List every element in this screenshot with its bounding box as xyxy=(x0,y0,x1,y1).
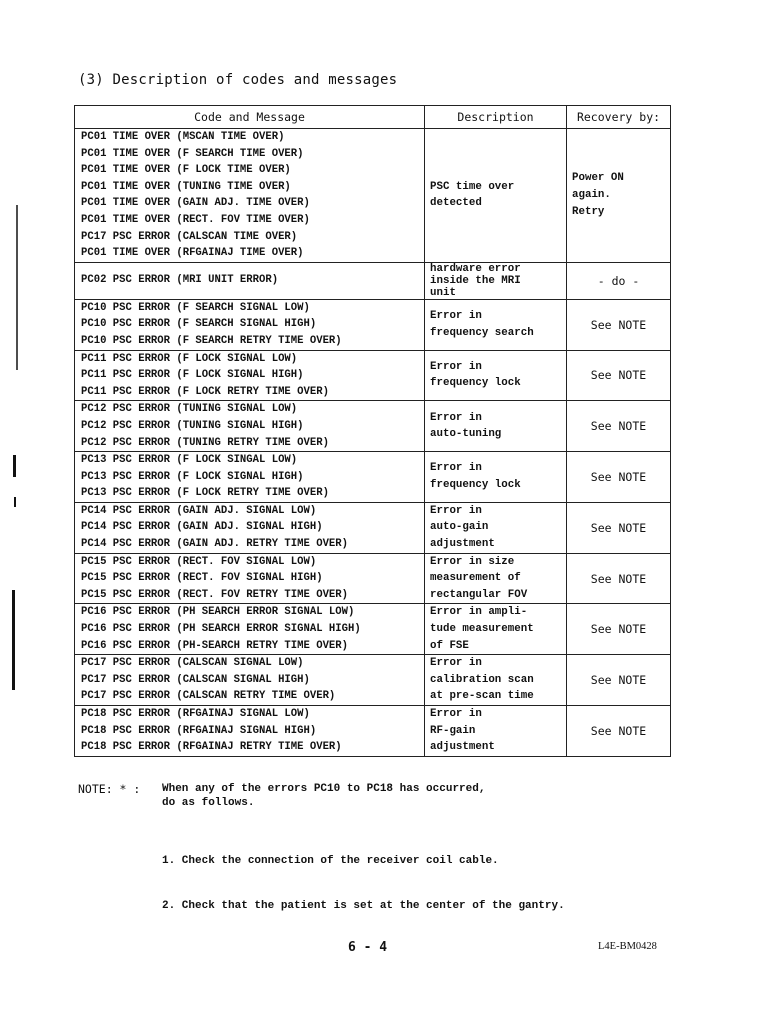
scan-mark xyxy=(16,205,18,370)
table-row xyxy=(75,129,671,263)
table-header-row xyxy=(75,106,671,129)
code-message-line: PC01 TIME OVER (RECT. FOV TIME OVER) xyxy=(81,213,310,226)
description-cell: Error in calibration scan at pre-scan time xyxy=(425,655,567,706)
code-message-line: PC16 PSC ERROR (PH-SEARCH RETRY TIME OVER) xyxy=(81,639,349,652)
code-message-line: PC11 PSC ERROR (F LOCK RETRY TIME OVER) xyxy=(81,385,329,398)
table-row xyxy=(75,452,671,503)
note-text: When any of the errors PC10 to PC18 has occurred, do as follows. xyxy=(162,783,486,809)
description-cell: Error in size measurement of rectangular FOV xyxy=(425,553,567,604)
header-code-message: Code and Message xyxy=(75,106,425,129)
code-message-line: PC11 PSC ERROR (F LOCK SIGNAL HIGH) xyxy=(81,369,304,382)
code-message-line: PC12 PSC ERROR (TUNING SIGNAL HIGH) xyxy=(81,419,304,432)
recovery-cell: See NOTE xyxy=(567,401,671,452)
document-id: L4E-BM0428 xyxy=(598,941,657,952)
code-message-line: PC13 PSC ERROR (F LOCK RETRY TIME OVER) xyxy=(81,487,329,500)
code-message-line: PC17 PSC ERROR (CALSCAN RETRY TIME OVER) xyxy=(81,690,336,703)
section-heading: (3) Description of codes and messages xyxy=(78,72,398,88)
code-message-line: PC01 TIME OVER (RFGAINAJ TIME OVER) xyxy=(81,247,304,260)
table-row xyxy=(75,553,671,604)
description-cell: Error in auto-gain adjustment xyxy=(425,502,567,553)
note-label: NOTE: * : xyxy=(78,782,141,796)
codes-table xyxy=(74,105,671,757)
code-message-line: PC02 PSC ERROR (MRI UNIT ERROR) xyxy=(81,274,279,287)
code-message-line: PC15 PSC ERROR (RECT. FOV SIGNAL HIGH) xyxy=(81,572,323,585)
code-message-line: PC17 PSC ERROR (CALSCAN TIME OVER) xyxy=(81,230,298,243)
description-cell: PSC time over detected xyxy=(425,129,567,263)
scan-mark xyxy=(14,497,16,507)
description-cell: Error in RF-gain adjustment xyxy=(425,706,567,757)
code-message-line: PC18 PSC ERROR (RFGAINAJ RETRY TIME OVER) xyxy=(81,741,342,754)
table-row xyxy=(75,299,671,350)
note-step-2: 2. Check that the patient is set at the center of the gantry. xyxy=(162,900,565,912)
table-row xyxy=(75,262,671,299)
code-message-line: PC12 PSC ERROR (TUNING SIGNAL LOW) xyxy=(81,403,298,416)
code-message-line: PC12 PSC ERROR (TUNING RETRY TIME OVER) xyxy=(81,436,329,449)
recovery-cell: See NOTE xyxy=(567,706,671,757)
code-message-line: PC18 PSC ERROR (RFGAINAJ SIGNAL LOW) xyxy=(81,708,310,720)
code-message-line: PC16 PSC ERROR (PH SEARCH ERROR SIGNAL LOW) xyxy=(81,606,355,619)
code-message-line: PC14 PSC ERROR (GAIN ADJ. RETRY TIME OVER) xyxy=(81,538,349,551)
recovery-cell: See NOTE xyxy=(567,502,671,553)
code-message-line: PC17 PSC ERROR (CALSCAN SIGNAL HIGH) xyxy=(81,673,310,686)
code-message-line: PC01 TIME OVER (GAIN ADJ. TIME OVER) xyxy=(81,197,310,210)
code-message-cell xyxy=(75,401,425,452)
recovery-cell: See NOTE xyxy=(567,604,671,655)
recovery-cell: See NOTE xyxy=(567,452,671,503)
scan-mark xyxy=(13,455,16,477)
table-row xyxy=(75,604,671,655)
code-message-line: PC10 PSC ERROR (F SEARCH SIGNAL LOW) xyxy=(81,301,310,314)
header-recovery: Recovery by: xyxy=(567,106,671,129)
code-message-line: PC10 PSC ERROR (F SEARCH SIGNAL HIGH) xyxy=(81,318,317,331)
recovery-cell: See NOTE xyxy=(567,553,671,604)
description-cell: Error in ampli- tude measurement of FSE xyxy=(425,604,567,655)
code-message-line: PC11 PSC ERROR (F LOCK SIGNAL LOW) xyxy=(81,352,298,365)
table-body xyxy=(75,129,671,757)
note-steps xyxy=(162,824,565,929)
table-row xyxy=(75,502,671,553)
code-message-line: PC13 PSC ERROR (F LOCK SINGAL LOW) xyxy=(81,454,298,467)
recovery-cell: - do - xyxy=(567,262,671,299)
scan-mark xyxy=(12,590,15,690)
description-cell: Error in frequency search xyxy=(425,299,567,350)
code-message-line: PC14 PSC ERROR (GAIN ADJ. SIGNAL HIGH) xyxy=(81,521,323,534)
recovery-cell: See NOTE xyxy=(567,299,671,350)
code-message-line: PC13 PSC ERROR (F LOCK SIGNAL HIGH) xyxy=(81,470,304,483)
code-message-line: PC01 TIME OVER (F LOCK TIME OVER) xyxy=(81,164,291,177)
code-message-cell xyxy=(75,452,425,503)
code-message-line: PC15 PSC ERROR (RECT. FOV RETRY TIME OVER) xyxy=(81,588,349,601)
description-cell: Error in frequency lock xyxy=(425,452,567,503)
code-message-cell xyxy=(75,706,425,757)
code-message-line: PC01 TIME OVER (MSCAN TIME OVER) xyxy=(81,131,285,143)
page-number: 6 - 4 xyxy=(348,940,388,955)
table-row xyxy=(75,655,671,706)
code-message-line: PC16 PSC ERROR (PH SEARCH ERROR SIGNAL HIGH) xyxy=(81,623,361,636)
code-message-cell xyxy=(75,129,425,263)
code-message-line: PC01 TIME OVER (F SEARCH TIME OVER) xyxy=(81,147,304,160)
code-message-cell xyxy=(75,553,425,604)
code-message-line: PC17 PSC ERROR (CALSCAN SIGNAL LOW) xyxy=(81,657,304,670)
code-message-line: PC01 TIME OVER (TUNING TIME OVER) xyxy=(81,180,291,193)
code-message-cell xyxy=(75,502,425,553)
table-row xyxy=(75,401,671,452)
code-message-line: PC14 PSC ERROR (GAIN ADJ. SIGNAL LOW) xyxy=(81,504,317,517)
description-cell: hardware error inside the MRI unit xyxy=(425,262,567,299)
recovery-cell: See NOTE xyxy=(567,350,671,401)
description-cell: Error in auto-tuning xyxy=(425,401,567,452)
code-message-line: PC15 PSC ERROR (RECT. FOV SIGNAL LOW) xyxy=(81,555,317,568)
table-row xyxy=(75,350,671,401)
code-message-line: PC18 PSC ERROR (RFGAINAJ SIGNAL HIGH) xyxy=(81,724,317,737)
code-message-cell xyxy=(75,350,425,401)
code-message-cell xyxy=(75,299,425,350)
code-message-cell xyxy=(75,262,425,299)
recovery-cell: Power ON again. Retry xyxy=(567,129,671,263)
code-message-line: PC10 PSC ERROR (F SEARCH RETRY TIME OVER) xyxy=(81,334,342,347)
table-row xyxy=(75,706,671,757)
code-message-cell xyxy=(75,655,425,706)
header-description: Description xyxy=(425,106,567,129)
description-cell: Error in frequency lock xyxy=(425,350,567,401)
code-message-cell xyxy=(75,604,425,655)
note-step-1: 1. Check the connection of the receiver coil cable. xyxy=(162,855,499,867)
recovery-cell: See NOTE xyxy=(567,655,671,706)
